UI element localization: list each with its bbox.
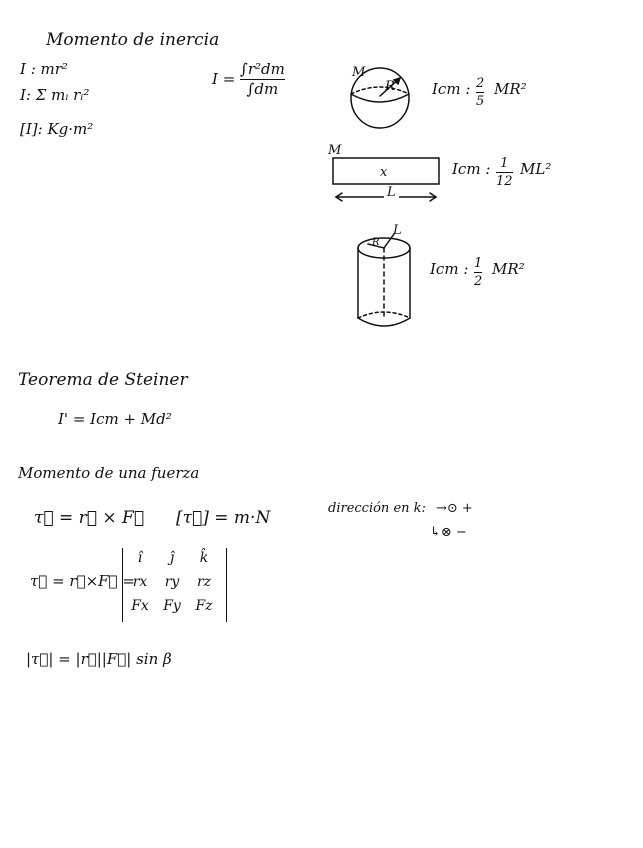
rod-frac-num: 1 bbox=[500, 156, 509, 171]
inertia-units: [I]: Kg·m² bbox=[20, 120, 94, 138]
cylinder-drawing bbox=[350, 228, 420, 332]
heading-momento-de-inercia: Momento de inercia bbox=[46, 30, 220, 50]
cylinder-frac-num: 1 bbox=[474, 256, 483, 271]
integral-numerator: ∫r²dm bbox=[240, 60, 285, 78]
cylinder-frac-den: 2 bbox=[474, 274, 483, 289]
sphere-mass-label: M bbox=[352, 65, 366, 80]
sphere-frac-den: 5 bbox=[476, 94, 485, 109]
matrix-cell: Fy bbox=[163, 598, 181, 614]
sphere-frac-num: 2 bbox=[476, 76, 485, 91]
matrix-cell: î bbox=[137, 550, 143, 566]
sphere-fraction bbox=[476, 77, 484, 108]
rod-mass-label: M bbox=[328, 143, 342, 158]
sphere-icm-tail: MR² bbox=[494, 80, 527, 98]
sphere-icm-label: Icm : bbox=[432, 80, 471, 98]
inertia-definition: I : mr² bbox=[20, 60, 68, 78]
cylinder-radius-label: R bbox=[372, 237, 380, 248]
heading-momento-de-una-fuerza: Momento de una fuerza bbox=[18, 464, 200, 482]
matrix-cell: Fz bbox=[195, 598, 213, 614]
integral-lhs: I = bbox=[212, 70, 236, 88]
inertia-sum-formula: I: Σ mᵢ rᵢ² bbox=[20, 86, 90, 104]
matrix-cell: k̂ bbox=[199, 550, 209, 566]
cylinder-icm-tail: MR² bbox=[492, 260, 525, 278]
integral-fraction bbox=[240, 62, 285, 97]
rod-length-label: L bbox=[384, 186, 399, 199]
heading-teorema-de-steiner: Teorema de Steiner bbox=[18, 370, 188, 390]
rod-icm-tail: ML² bbox=[520, 160, 552, 178]
matrix-cell: ĵ bbox=[169, 550, 175, 566]
rod-icm-label: Icm : bbox=[452, 160, 491, 178]
cylinder-fraction bbox=[474, 257, 482, 288]
determinant-left-bar bbox=[122, 548, 123, 622]
matrix-cell: rx bbox=[132, 574, 148, 590]
torque-direction-negative: ↳⊗ − bbox=[430, 525, 467, 540]
determinant-right-bar bbox=[226, 548, 227, 622]
rod-frac-den: 12 bbox=[496, 174, 513, 189]
torque-units: [τ⃗] = m·N bbox=[176, 508, 271, 528]
torque-magnitude: |τ⃗| = |r⃗||F⃗| sin β bbox=[26, 650, 172, 668]
determinant-matrix bbox=[128, 550, 224, 622]
matrix-cell: Fx bbox=[131, 598, 149, 614]
fraction-bar bbox=[474, 272, 482, 273]
integral-denominator: ∫dm bbox=[246, 80, 279, 98]
determinant-lhs: τ⃗ = r⃗×F⃗ = bbox=[30, 572, 135, 590]
matrix-cell: ry bbox=[164, 574, 180, 590]
steiner-formula: I' = Icm + Md² bbox=[58, 410, 172, 428]
fraction-bar bbox=[496, 172, 513, 173]
cylinder-icm-label: Icm : bbox=[430, 260, 469, 278]
sphere-radius-label: R bbox=[385, 79, 395, 94]
matrix-cell: rz bbox=[196, 574, 212, 590]
rod-fraction bbox=[496, 157, 513, 188]
torque-direction-positive: →⊙ + bbox=[436, 501, 473, 516]
fraction-bar bbox=[476, 92, 484, 93]
rod-center-label: x bbox=[380, 165, 388, 180]
torque-definition: τ⃗ = r⃗ × F⃗ bbox=[34, 508, 145, 528]
torque-direction-label: dirección en k: bbox=[328, 501, 426, 516]
cylinder-length-label: L bbox=[393, 223, 402, 238]
